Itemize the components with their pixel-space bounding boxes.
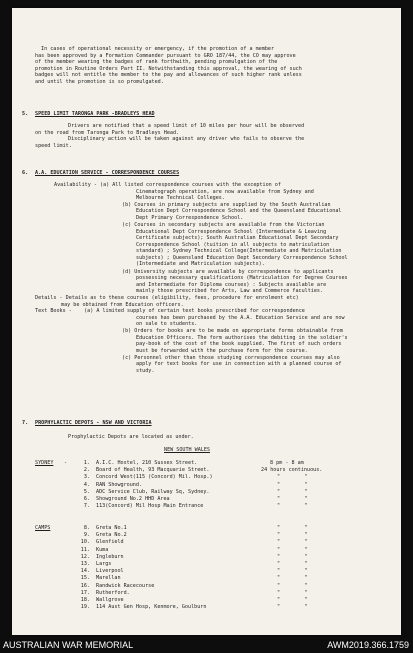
- ditto-mark: " ": [277, 597, 308, 603]
- depot-name: ADC Service Club, Railway Sq, Sydney.: [96, 488, 210, 495]
- depot-number: 13.: [80, 561, 90, 567]
- depot-number: 8.: [83, 525, 90, 531]
- ditto-mark: " ": [277, 539, 308, 546]
- section-6-line: pay-book of the cost of the book supplied. The first of such orders: [136, 341, 342, 347]
- intro-line: In cases of operational necessity or emergency, if the promotion of a member: [41, 46, 275, 52]
- section-6-line: (c) Personnel other than those studying correspondence courses may also: [122, 354, 340, 361]
- ditto-mark: " ": [277, 575, 308, 582]
- depot-name: Ingleburn: [96, 553, 124, 560]
- section-6-line: apply for text books for use in connection with a planned course of: [136, 361, 342, 367]
- ditto-mark: " ": [277, 546, 308, 553]
- section-5-line: Drivers are notified that a speed limit of 10 miles per hour will be observed: [68, 123, 305, 129]
- ditto-mark: " ": [277, 561, 308, 567]
- ditto-mark: " ": [277, 604, 308, 611]
- depot-number: 9.: [83, 532, 90, 539]
- section-6-line: (c) Courses in secondary subjects are available from the Victorian: [122, 222, 325, 228]
- footer-accession-number: AWM2019.366.1759: [327, 640, 409, 650]
- depot-number: 3.: [83, 474, 90, 481]
- group-dash: -: [64, 460, 68, 466]
- ditto-mark: " ": [277, 496, 308, 502]
- section-6-line: Dept Primary Correspondence School.: [136, 214, 244, 221]
- depot-number: 12.: [80, 553, 90, 560]
- section-5-line: speed limit.: [35, 142, 72, 149]
- section-6-line: mainly those prescribed for Arts, Law and Commerce faculties.: [136, 288, 324, 294]
- group-label-camps: CAMPS: [35, 525, 51, 531]
- ditto-mark: " ": [277, 589, 308, 596]
- section-5-line: Disciplinary action will be taken against any driver who fails to observe the: [68, 136, 305, 142]
- section-6-heading: A.A. EDUCATION SERVICE - CORRESPONDENCE COURSES: [35, 170, 180, 176]
- ditto-mark: " ": [277, 532, 308, 539]
- section-7-subheading: NEW SOUTH WALES: [164, 447, 211, 453]
- hours-text: 8 pm - 8 am: [270, 460, 304, 466]
- section-5-line: on the road from Taronga Park to Bradleys Head.: [35, 129, 180, 136]
- hours-text: 24 hours continuous.: [261, 467, 323, 473]
- section-6-line: subjects) ; Queensland Education Dept Secondary Correspondence School: [136, 254, 348, 261]
- section-6-line: (d) University subjects are available by correspondence to applicants: [122, 268, 334, 275]
- ditto-mark: " ": [277, 582, 308, 589]
- depot-name: Concord West(115 (Concord) Mil. Hosp.): [96, 474, 213, 481]
- section-6-line: (Intermediate and Matriculation subjects).: [136, 261, 265, 267]
- intro-line: badges will not entitle the member to the pay and allowances of such higher rank unless: [35, 72, 302, 78]
- ditto-mark: " ": [277, 503, 308, 510]
- depot-number: 14.: [80, 568, 90, 575]
- depot-name: RAN Showground.: [96, 481, 143, 488]
- section-6-line: Education Dept Correspondence School and the Queensland Educational: [136, 208, 342, 214]
- depot-name: Board of Health, 93 Macquarie Street.: [96, 467, 210, 474]
- depot-number: 11.: [80, 546, 90, 553]
- section-6-line: Educational Dept Correspondence School (Intermediate & Leaving: [136, 228, 327, 235]
- depot-number: 5.: [83, 488, 90, 495]
- section-6-line: standard) ; Sydney Technical College(Intermediate and Matriculation: [136, 248, 342, 254]
- depot-name: Wallgrove: [96, 597, 124, 603]
- intro-line: promotion in Routine Orders Part II. Notwithstanding this approval, the wearing of such: [35, 65, 302, 72]
- intro-line: and until the promotion is so promulgated.: [35, 78, 164, 85]
- document-page: [12, 8, 401, 635]
- ditto-mark: " ": [277, 481, 308, 488]
- section-6-line: must be forwarded with the purchase form for the course.: [136, 347, 308, 354]
- depot-name: 113(Concord) Mil Hosp Main Entrance: [96, 503, 204, 510]
- section-6-line: possessing necessary qualifications (Matriculation for Degree Courses: [136, 275, 348, 281]
- section-6-line: Correspondence School (tuition in all subjects to matriculation: [136, 241, 330, 248]
- section-7-heading: PROPHYLACTIC DEPOTS - NSW AND VICTORIA: [35, 420, 152, 426]
- section-6-line: may be obtained from Education officers.: [61, 301, 184, 308]
- intro-line: of the member wearing the badges of rank forthwith, pending promulgation of the: [35, 59, 278, 65]
- ditto-mark: " ": [277, 488, 308, 495]
- depot-number: 17.: [80, 589, 90, 596]
- section-6-line: Education Officers. The form authorises the debiting in the soldier's: [136, 334, 348, 341]
- depot-number: 10.: [80, 539, 90, 546]
- depot-name: Liverpool: [96, 568, 124, 575]
- section-6-line: Certificate subjects); South Australian Educational Dept Secondary: [136, 235, 339, 241]
- depot-name: Marellan: [96, 575, 121, 582]
- depot-name: Rutherford.: [96, 589, 130, 596]
- depot-name: Kuma: [96, 546, 109, 553]
- depot-number: 2.: [83, 467, 90, 474]
- footer-source: AUSTRALIAN WAR MEMORIAL: [3, 640, 134, 650]
- depot-number: 6.: [83, 496, 90, 502]
- depot-number: 7.: [83, 503, 90, 510]
- section-6-line: Details - Details as to these courses (eligibility, fees, procedure for enrolment etc): [35, 295, 299, 301]
- depot-number: 15.: [80, 575, 90, 582]
- intro-line: has been approved by a Formation Commander pursuant to GRO 187/44, the CO may approve: [35, 52, 296, 59]
- ditto-mark: " ": [277, 525, 308, 531]
- section-7-number: 7.: [22, 420, 29, 426]
- group-label-sydney: SYDNEY: [35, 460, 54, 466]
- section-6-line: Melbourne Technical Colleges.: [136, 195, 225, 201]
- section-5-number: 5.: [22, 111, 29, 117]
- section-6-line: Availability - (a) All listed correspondence courses with the exception of: [54, 182, 281, 188]
- depot-number: 4.: [83, 481, 90, 488]
- depot-number: 16.: [80, 582, 90, 589]
- footer-bar: [0, 637, 413, 653]
- section-6-line: on sale to students.: [136, 321, 198, 327]
- depot-name: Randwick Racecourse: [96, 582, 155, 589]
- section-6-number: 6.: [22, 170, 29, 176]
- section-6-line: study.: [136, 367, 155, 374]
- section-5-heading: SPEED LIMIT TARONGA PARK -BRADLEYS HEAD: [35, 111, 155, 117]
- depot-number: 18.: [80, 597, 90, 603]
- section-6-line: (b) Courses in primary subjects are supplied by the South Australian: [122, 201, 331, 208]
- ditto-mark: " ": [277, 474, 308, 481]
- depot-name: A.I.C. Hostel, 210 Sussex Street.: [96, 460, 198, 466]
- depot-number: 19.: [80, 604, 90, 611]
- depot-name: Showground No.2 HHD Area: [96, 496, 170, 502]
- section-6-line: courses has been purchased by the A.A. Education Service and are now: [136, 314, 345, 321]
- depot-name: Greta No.1: [96, 525, 127, 531]
- depot-name: 114 Aust Gen Hosp, Kenmore, Goulburn: [96, 604, 207, 611]
- ditto-mark: " ": [277, 553, 308, 560]
- section-7-intro: Prophylactic Depots are located as under.: [68, 434, 194, 440]
- section-6-line: Cinematograph operation, are now available from Sydney and: [136, 188, 314, 195]
- section-6-line: and Intermediate for Diploma courses) : Subjects available are: [136, 281, 327, 288]
- depot-number: 1.: [83, 460, 90, 466]
- depot-name: Greta No.2: [96, 532, 127, 539]
- depot-name: Largs: [96, 561, 112, 567]
- section-6-line: Text Books - (a) A limited supply of certain text books prescribed for correspondence: [35, 308, 305, 314]
- section-6-line: (b) Orders for books are to be made on appropriate forms obtainable from: [122, 328, 343, 334]
- depot-name: Glenfield: [96, 539, 124, 546]
- ditto-mark: " ": [277, 568, 308, 575]
